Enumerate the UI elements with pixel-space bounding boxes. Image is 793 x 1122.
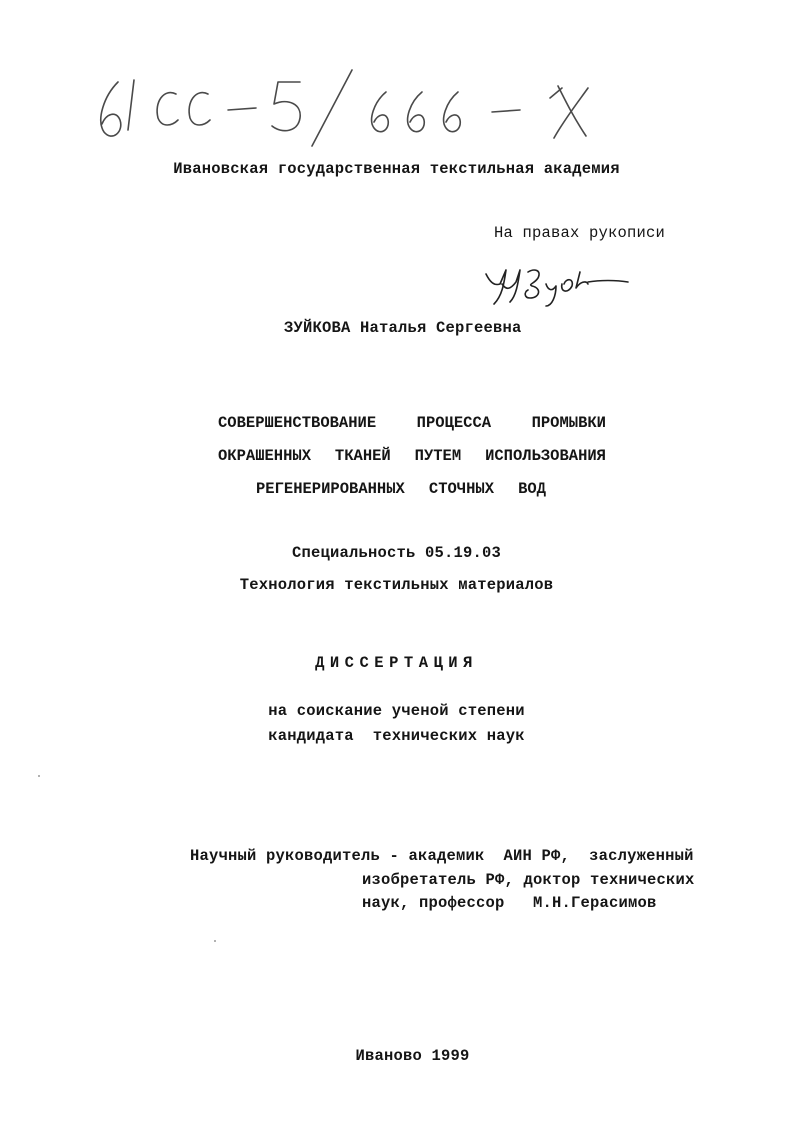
title-word: РЕГЕНЕРИРОВАННЫХ	[256, 480, 405, 498]
author-surname: ЗУЙКОВА	[284, 319, 351, 337]
supervisor-line-3: наук, профессор М.Н.Герасимов	[362, 894, 657, 912]
manuscript-rights-note: На правах рукописи	[494, 224, 666, 242]
supervisor-line-1: Научный руководитель - академик АИН РФ, заслуженный	[190, 847, 694, 865]
specialty-code: Специальность 05.19.03	[291, 544, 502, 562]
specialty-name: Технология текстильных материалов	[239, 576, 554, 594]
institution-name: Ивановская государственная текстильная академия	[173, 160, 620, 178]
title-word: ОКРАШЕННЫХ	[218, 447, 312, 465]
document-type: ДИССЕРТАЦИЯ	[315, 654, 478, 672]
author-signature	[476, 262, 636, 310]
scan-speck	[38, 775, 40, 777]
title-line-2	[218, 447, 606, 465]
title-word: СОВЕРШЕНСТВОВАНИЕ	[218, 414, 377, 432]
degree-line-2: кандидата технических наук	[268, 727, 525, 745]
title-word: ИСПОЛЬЗОВАНИЯ	[485, 447, 606, 465]
author-given-names: Наталья Сергеевна	[360, 319, 522, 337]
title-word: ПУТЕМ	[414, 447, 462, 465]
handwritten-archive-number	[88, 62, 608, 152]
title-line-3	[256, 480, 546, 498]
title-word: ПРОМЫВКИ	[531, 414, 606, 432]
supervisor-line-2: изобретатель РФ, доктор технических	[362, 871, 695, 889]
scan-speck	[214, 940, 216, 942]
degree-line-1: на соискание ученой степени	[268, 702, 525, 720]
title-word: СТОЧНЫХ	[428, 480, 495, 498]
title-word: ПРОЦЕССА	[416, 414, 492, 432]
title-line-1	[218, 414, 606, 432]
author-name	[284, 319, 522, 337]
title-word: ВОД	[518, 480, 546, 498]
title-word: ТКАНЕЙ	[334, 447, 391, 465]
place-and-year: Иваново 1999	[355, 1047, 470, 1065]
